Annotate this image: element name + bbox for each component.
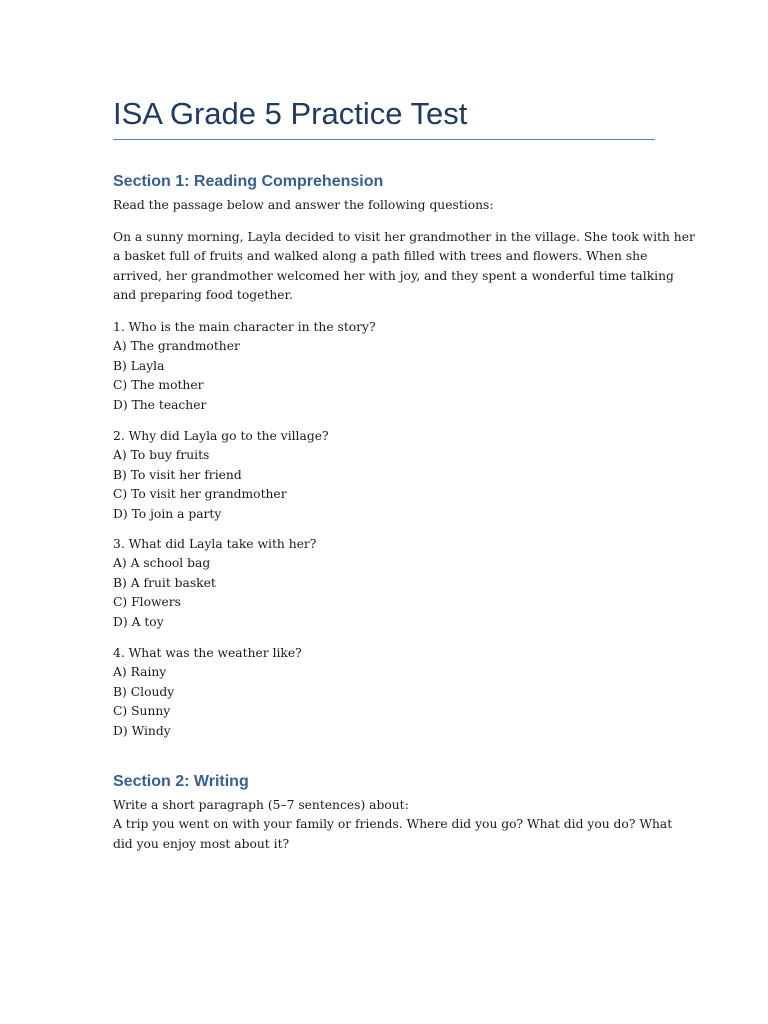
question-3 (113, 535, 658, 632)
answer-option: A) Rainy (113, 665, 167, 680)
writing-prompt (113, 796, 673, 854)
prompt-line: Write a short paragraph (5–7 sentences) about: (113, 798, 409, 812)
answer-option: A) A school bag (113, 556, 211, 571)
section-2-heading: Section 2: Writing (113, 773, 249, 790)
passage-line: and preparing food together. (113, 288, 293, 303)
answer-option: C) To visit her grandmother (113, 487, 287, 502)
answer-option: A) The grandmother (113, 339, 240, 354)
passage-line: arrived, her grandmother welcomed her with joy, and they spent a wonderful time talking (113, 268, 674, 283)
answer-option: B) Layla (113, 358, 165, 373)
prompt-line: did you enjoy most about it? (113, 836, 290, 851)
answer-option: D) A toy (113, 614, 164, 629)
title-divider (113, 139, 655, 140)
answer-option: C) Flowers (113, 595, 181, 610)
answer-option: D) To join a party (113, 506, 222, 521)
answer-option: B) To visit her friend (113, 467, 242, 482)
answer-option: C) The mother (113, 378, 204, 393)
answer-option: A) To buy fruits (113, 448, 210, 463)
answer-option: B) A fruit basket (113, 575, 216, 590)
prompt-line: A trip you went on with your family or friends. Where did you go? What did you do? What (113, 817, 673, 832)
answer-option: D) The teacher (113, 397, 207, 412)
answer-option: B) Cloudy (113, 684, 175, 699)
reading-passage (113, 228, 695, 306)
question-text: 2. Why did Layla go to the village? (113, 429, 329, 443)
question-text: 4. What was the weather like? (113, 646, 302, 660)
answer-option: D) Windy (113, 723, 171, 738)
question-2 (113, 427, 658, 524)
passage-line: a basket full of fruits and walked along a path filled with trees and flowers. When she (113, 249, 648, 264)
question-1 (113, 318, 658, 415)
section-1-heading: Section 1: Reading Comprehension (113, 173, 384, 190)
answer-option: C) Sunny (113, 704, 171, 719)
question-text: 1. Who is the main character in the story? (113, 320, 376, 334)
section-1-instruction: Read the passage below and answer the following questions: (113, 198, 494, 212)
question-4 (113, 644, 658, 741)
document-title: ISA Grade 5 Practice Test (113, 96, 468, 131)
passage-line: On a sunny morning, Layla decided to visit her grandmother in the village. She took with her (113, 230, 695, 244)
question-text: 3. What did Layla take with her? (113, 537, 317, 551)
